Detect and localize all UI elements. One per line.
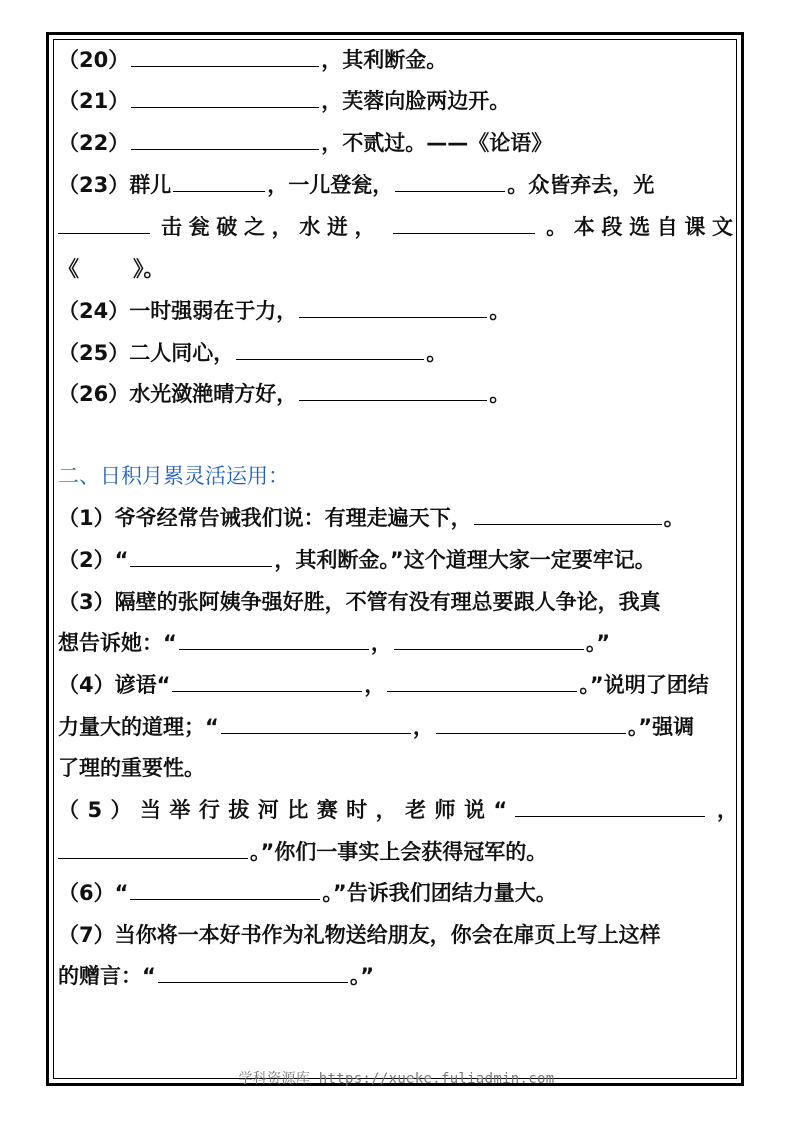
answer-blank[interactable] bbox=[474, 503, 662, 525]
question-text: 。 bbox=[489, 382, 511, 406]
question-text: ， bbox=[364, 673, 386, 697]
question-number: （21） bbox=[58, 89, 130, 113]
answer-blank[interactable] bbox=[131, 86, 319, 108]
question-text: ，其利断金。 bbox=[321, 48, 448, 72]
question-text: 。 bbox=[426, 341, 448, 365]
question-text: （5）当举行拔河比赛时，老师说“ bbox=[58, 798, 514, 822]
question-p2-4-line-1 bbox=[58, 670, 738, 700]
question-text: 。”你们一事实上会获得冠军的。 bbox=[250, 840, 548, 864]
question-20 bbox=[58, 45, 738, 75]
answer-blank[interactable] bbox=[58, 837, 248, 859]
question-p2-2 bbox=[58, 545, 738, 575]
question-p2-3-line-2 bbox=[58, 628, 738, 658]
question-number: （22） bbox=[58, 131, 130, 155]
question-p2-7-line-1: （7）当你将一本好书作为礼物送给朋友，你会在扉页上写上这样 bbox=[58, 923, 661, 947]
answer-blank[interactable] bbox=[236, 338, 424, 360]
question-text: ， bbox=[370, 631, 392, 655]
question-p2-6 bbox=[58, 878, 738, 908]
answer-blank[interactable] bbox=[158, 961, 348, 983]
answer-blank[interactable] bbox=[221, 712, 411, 734]
answer-blank[interactable] bbox=[299, 296, 487, 318]
question-23-line-3 bbox=[58, 254, 738, 284]
question-text: 想告诉她：“ bbox=[58, 631, 177, 655]
book-title-open: 《 bbox=[58, 257, 79, 281]
answer-blank[interactable] bbox=[394, 628, 584, 650]
question-23-line-2 bbox=[58, 212, 738, 242]
answer-blank[interactable] bbox=[515, 795, 705, 817]
question-text: ，不贰过。——《论语》 bbox=[321, 131, 553, 155]
book-title-close: 》。 bbox=[133, 257, 165, 281]
answer-blank[interactable] bbox=[131, 45, 319, 67]
watermark-footer: 学科资源库 https://xueke.fuliadmin.com bbox=[238, 1071, 555, 1087]
answer-blank[interactable] bbox=[172, 670, 362, 692]
question-text: （25）二人同心， bbox=[58, 341, 235, 365]
question-text: ， bbox=[717, 798, 738, 822]
question-p2-3-line-1: （3）隔壁的张阿姨争强好胜，不管有没有理总要跟人争论，我真 bbox=[58, 590, 661, 614]
question-22 bbox=[58, 128, 738, 158]
question-text: （23）群儿 bbox=[58, 173, 172, 197]
question-p2-5-line-2 bbox=[58, 837, 738, 867]
question-text: （26）水光潋滟晴方好， bbox=[58, 382, 298, 406]
answer-blank[interactable] bbox=[395, 170, 505, 192]
question-text: 。 bbox=[489, 299, 511, 323]
question-text: （24）一时强弱在于力， bbox=[58, 299, 298, 323]
question-25 bbox=[58, 338, 738, 368]
question-text: （1）爷爷经常告诫我们说：有理走遍天下， bbox=[58, 506, 472, 530]
question-text: ，其利断金。”这个道理大家一定要牢记。 bbox=[274, 548, 656, 572]
question-26 bbox=[58, 379, 738, 409]
answer-blank[interactable] bbox=[179, 628, 369, 650]
question-text: （6）“ bbox=[58, 881, 129, 905]
answer-blank[interactable] bbox=[387, 670, 577, 692]
question-text: ，一儿登瓮， bbox=[267, 173, 394, 197]
question-text: 。众皆弃去，光 bbox=[507, 173, 655, 197]
question-text: 击瓮破之，水迸， bbox=[160, 215, 383, 239]
section-heading: 二、日积月累灵活运用： bbox=[58, 464, 289, 488]
question-24 bbox=[58, 296, 738, 326]
question-23-line-1 bbox=[58, 170, 738, 200]
question-text: （4）谚语“ bbox=[58, 673, 171, 697]
question-text: 。”告诉我们团结力量大。 bbox=[322, 881, 557, 905]
question-text: 。本段选自课文 bbox=[546, 215, 739, 239]
question-text: 。” bbox=[585, 631, 611, 655]
question-text: （2）“ bbox=[58, 548, 129, 572]
answer-blank[interactable] bbox=[58, 212, 150, 234]
question-number: （20） bbox=[58, 48, 130, 72]
question-p2-4-line-2 bbox=[58, 712, 738, 742]
question-text: ， bbox=[412, 715, 434, 739]
question-text: 。 bbox=[663, 506, 685, 530]
answer-blank[interactable] bbox=[393, 212, 535, 234]
question-text: 。”说明了团结 bbox=[579, 673, 709, 697]
question-p2-1 bbox=[58, 503, 738, 533]
answer-blank[interactable] bbox=[436, 712, 626, 734]
question-text: 。”强调 bbox=[627, 715, 695, 739]
question-21 bbox=[58, 86, 738, 116]
question-p2-7-line-2 bbox=[58, 961, 738, 991]
answer-blank[interactable] bbox=[173, 170, 265, 192]
answer-blank[interactable] bbox=[299, 379, 487, 401]
question-text: 。” bbox=[349, 964, 375, 988]
question-p2-4-line-3: 了理的重要性。 bbox=[58, 756, 205, 780]
question-text: 力量大的道理；“ bbox=[58, 715, 219, 739]
question-p2-5-line-1 bbox=[58, 795, 738, 825]
answer-blank[interactable] bbox=[130, 878, 320, 900]
question-text: ，芙蓉向脸两边开。 bbox=[321, 89, 511, 113]
answer-blank[interactable] bbox=[130, 545, 272, 567]
answer-blank[interactable] bbox=[131, 128, 319, 150]
question-text: 的赠言：“ bbox=[58, 964, 156, 988]
